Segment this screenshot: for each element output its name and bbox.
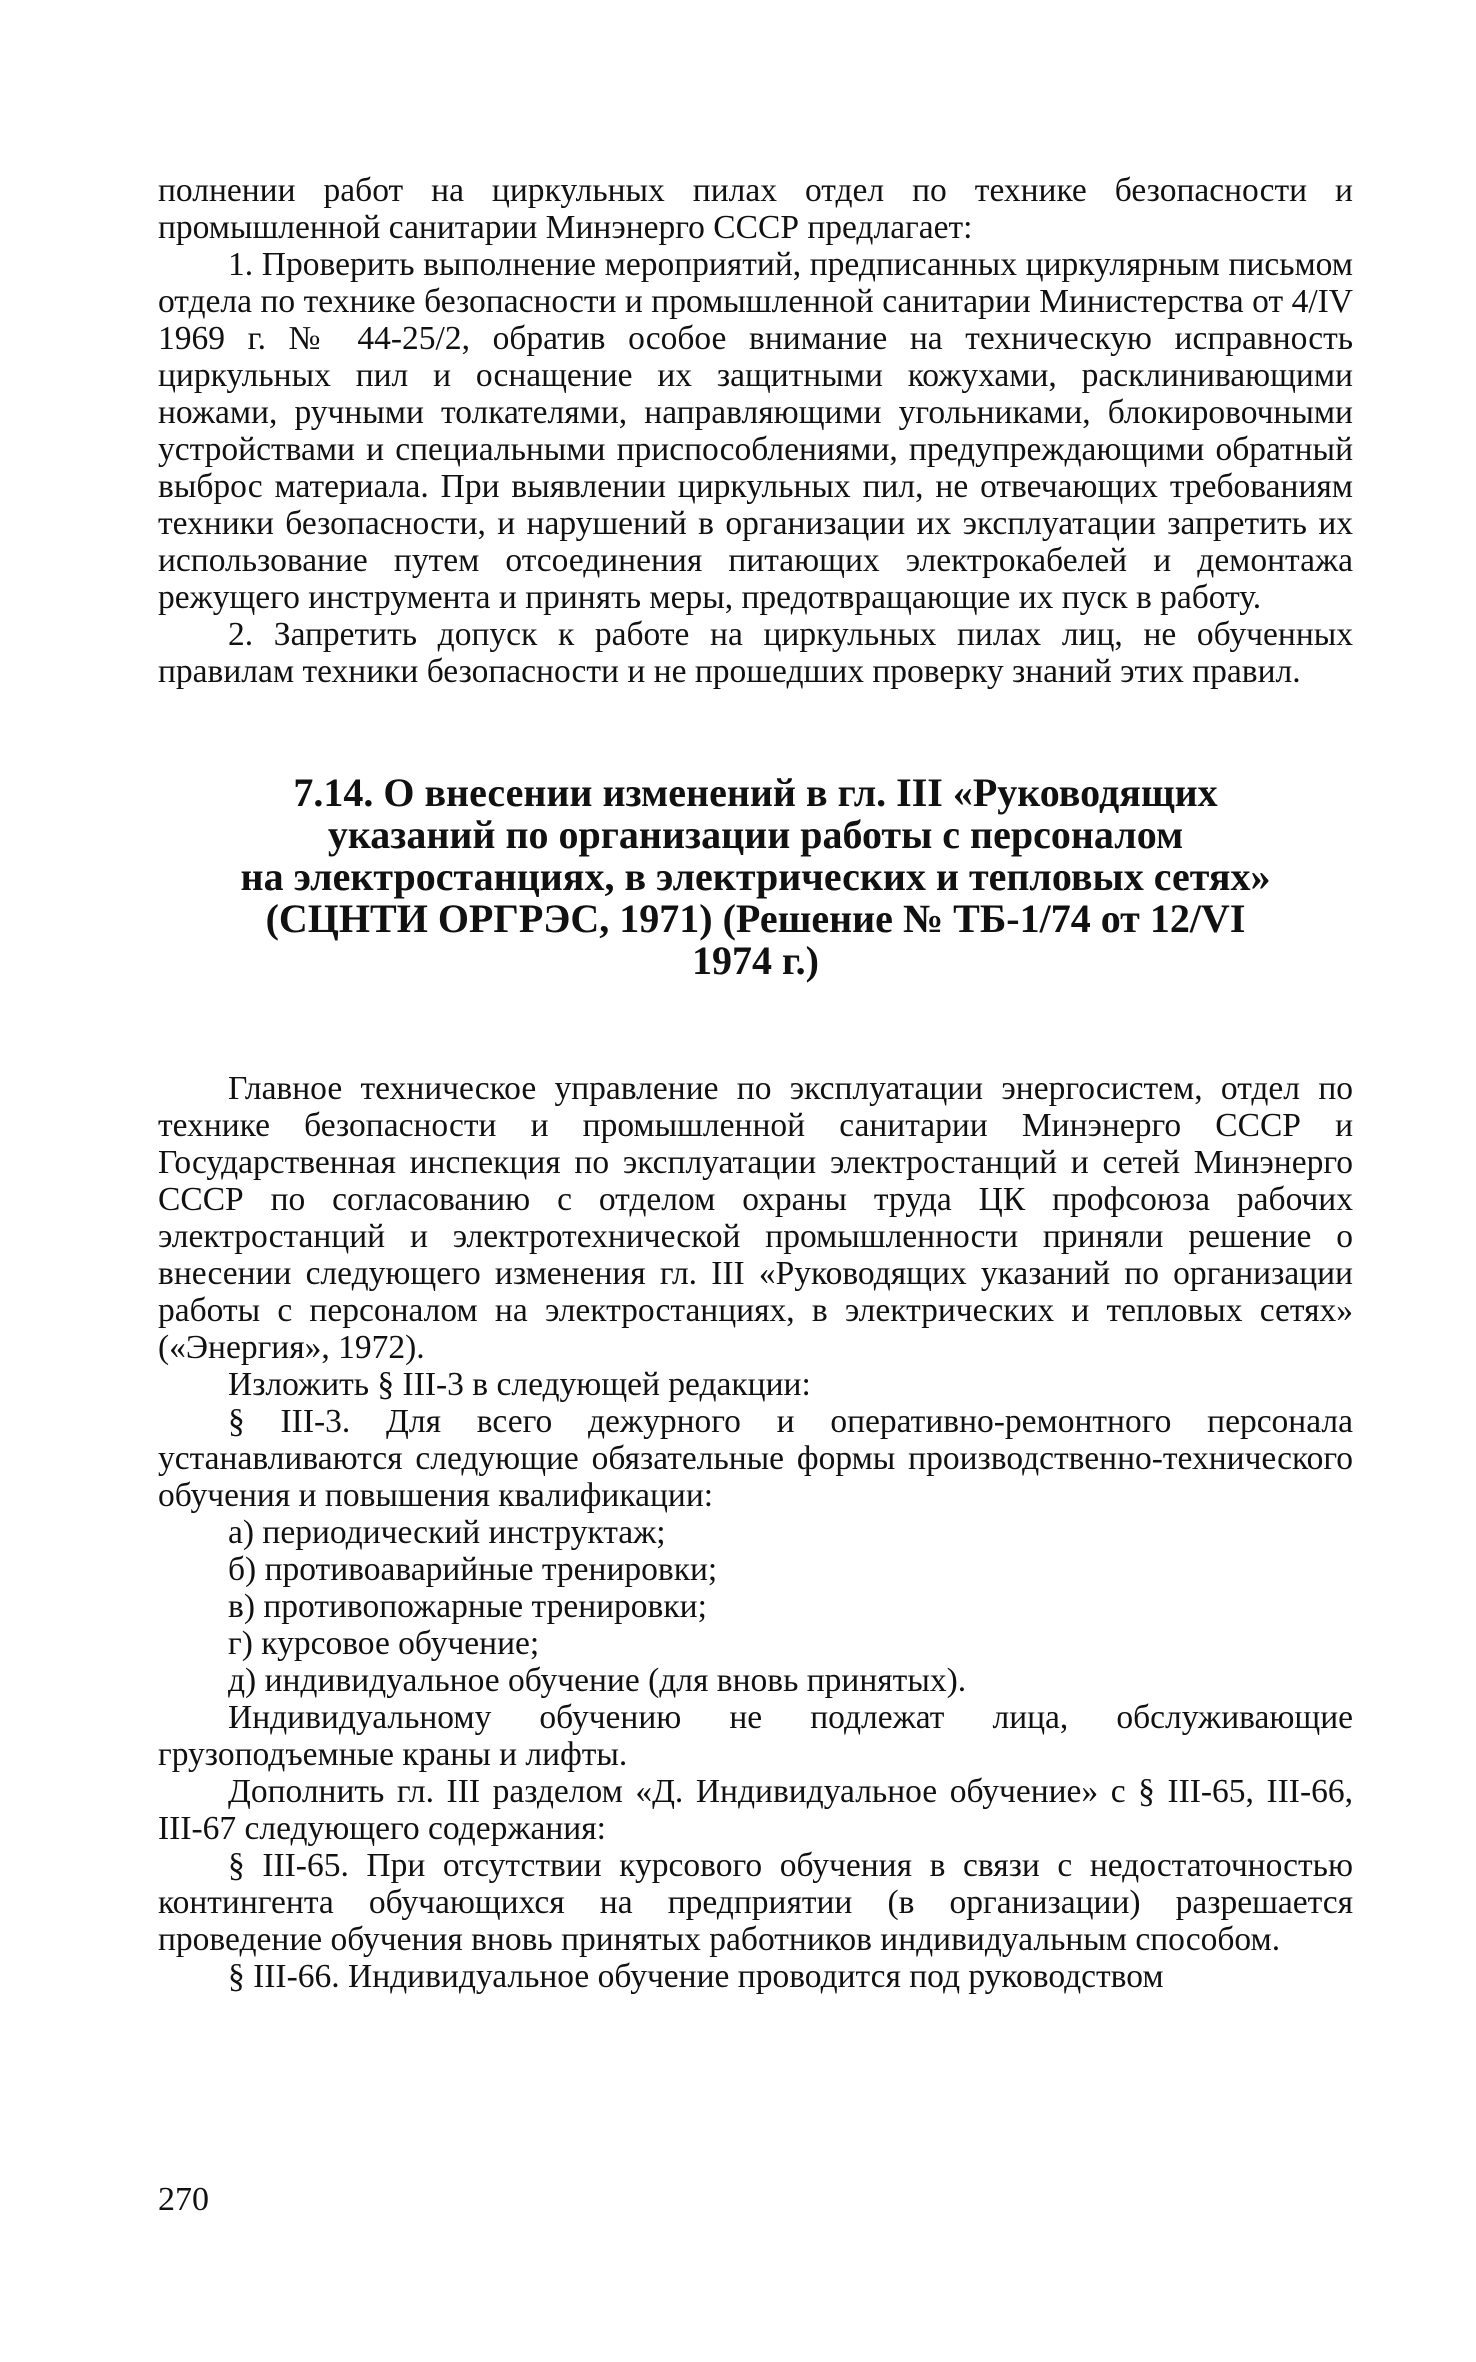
paragraph-exemption: Индивидуальному обучению не подлежат лица, обслуживающие грузоподъемные краны и лифты. bbox=[158, 1699, 1353, 1773]
list-item-a: а) периодический инструктаж; bbox=[228, 1514, 666, 1551]
page-number: 270 bbox=[158, 2181, 209, 2218]
paragraph-section-iii-3: § III-3. Для всего дежурного и оперативно-ремонтного персонала устанавливаются следующие обязательные формы производственно-технического обучения и повышения квалификации: bbox=[158, 1403, 1353, 1514]
paragraph-decision: Главное техническое управление по эксплуатации энергосистем, отдел по технике безопасности и промышленной санитарии Минэнерго СССР и Государственная инспекция по эксплуатации электростанций и сетей Минэнерго СССР по согласованию с отделом охраны труда ЦК профсоюза рабочих электростанций и электротехнической промышленности приняли решение о внесении следующего изменения гл. III «Руководящих указаний по организации работы с персоналом на электростанциях, в электрических и тепловых сетях» («Энергия», 1972). bbox=[158, 1070, 1353, 1366]
paragraph-section-iii-66: § III-66. Индивидуальное обучение проводится под руководством bbox=[228, 1958, 1164, 1995]
paragraph-section-iii-65: § III-65. При отсутствии курсового обучения в связи с недостаточностью контингента обучающихся на предприятии (в организации) разрешается проведение обучения вновь принятых работников индивидуальным способом. bbox=[158, 1847, 1353, 1958]
list-item-g: г) курсовое обучение; bbox=[228, 1625, 540, 1662]
paragraph-intro: полнении работ на циркульных пилах отдел по технике безопасности и промышленной санитарии Минэнерго СССР предлагает: bbox=[158, 172, 1353, 246]
heading-line: (СЦНТИ ОРГРЭС, 1971) (Решение № ТБ-1/74 от 12/VI bbox=[265, 896, 1246, 941]
document-page bbox=[158, 172, 1353, 1995]
heading-line: 7.14. О внесении изменений в гл. III «Руководящих bbox=[293, 770, 1218, 815]
heading-line: указаний по организации работы с персоналом bbox=[327, 812, 1184, 857]
list-item-d: д) индивидуальное обучение (для вновь принятых). bbox=[228, 1662, 967, 1699]
section-heading bbox=[158, 772, 1353, 982]
heading-line: на электростанциях, в электрических и тепловых сетях» bbox=[240, 854, 1271, 899]
paragraph-item-2: 2. Запретить допуск к работе на циркульных пилах лиц, не обученных правилам техники безопасности и не прошедших проверку знаний этих правил. bbox=[158, 616, 1353, 690]
list-item-b: б) противоаварийные тренировки; bbox=[228, 1551, 718, 1588]
paragraph-item-1: 1. Проверить выполнение мероприятий, предписанных циркулярным письмом отдела по технике безопасности и промышленной санитарии Министерства от 4/IV 1969 г. № 44-25/2, обратив особое внимание на техническую исправность циркульных пил и оснащение их защитными кожухами, расклинивающими ножами, ручными толкателями, направляющими угольниками, блокировочными устройствами и специальными приспособлениями, предупреждающими обратный выброс материала. При выявлении циркульных пил, не отвечающих требованиям техники безопасности, и нарушений в организации их эксплуатации запретить их использование путем отсоединения питающих электрокабелей и демонтажа режущего инструмента и принять меры, предотвращающие их пуск в работу. bbox=[158, 246, 1353, 616]
list-item-v: в) противопожарные тренировки; bbox=[228, 1588, 707, 1625]
heading-line: 1974 г.) bbox=[692, 938, 819, 983]
paragraph-instruction: Изложить § III-3 в следующей редакции: bbox=[228, 1366, 811, 1403]
paragraph-addition: Дополнить гл. III разделом «Д. Индивидуальное обучение» с § III-65, III-66, III-67 следующего содержания: bbox=[158, 1773, 1353, 1847]
